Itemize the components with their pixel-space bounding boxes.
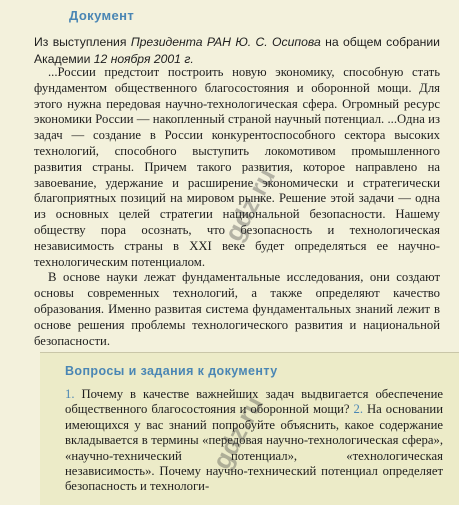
- intro-prefix: Из выступления: [34, 35, 131, 49]
- speech-date: 12 ноября 2001 г.: [93, 52, 194, 66]
- intro-middle: на общем собрании Академии: [34, 35, 440, 66]
- document-paragraph-2: В основе науки лежат фундаментальные исследования, они создают основы современных технологий, а также определяют качество образования. Именно развитая система фундаментальных знаний лежит в основе решения проблемы технологического развития и национальной безопасности.: [34, 270, 440, 348]
- document-source-line: [34, 34, 440, 68]
- watermark-mid: gdz.ru: [218, 163, 282, 247]
- question-number-1: 1.: [65, 387, 75, 401]
- document-paragraph-1: ...России предстоит построить новую экономику, способную стать фундаментом общественного благосостояния и оборонной мощи. Для этого нужна передовая научно-технологическая сфера. Огромный ресурс экономики России — накопленный страной научный потенциал. ...Одна из задач — создание в России конкурентоспособного сектора высоких технологий, способного выступить локомотивом промышленного развития страны. Причем такого развития, которое направлено на завоевание, удержание и расширение экономически и стратегически благоприятных позиций на мировом рынке. Решение этой задачи — одна из основных целей стратегии национальной безопасности. Нашему обществу пора осознать, что безопасность и технологическая независимость страны в XXI веке будет определяться ее научно-технологическим потенциалом.: [34, 65, 440, 269]
- document-body: [34, 65, 440, 349]
- speaker-name: Президента РАН Ю. С. Осипова: [130, 35, 321, 49]
- questions-heading: Вопросы и задания к документу: [65, 364, 278, 378]
- document-heading: Документ: [69, 8, 135, 23]
- questions-body: [65, 387, 443, 495]
- watermark-low: gdz.ru: [206, 391, 270, 475]
- question-number-2: 2.: [353, 402, 363, 417]
- question-list: [65, 387, 443, 495]
- question-text-1: Почему в качестве важнейших задач выдвигается обеспечение общественного благосостояния и оборонной мощи?: [65, 387, 443, 417]
- question-text-2: На основании имеющихся у вас знаний попробуйте объяснить, какое содержание вкладывается в термины «передовая научно-технологическая сфера», «научно-технический потенциал», «технологическая независимость». Почему научно-технический потенциал определяет безопасность и технологи-: [65, 402, 443, 494]
